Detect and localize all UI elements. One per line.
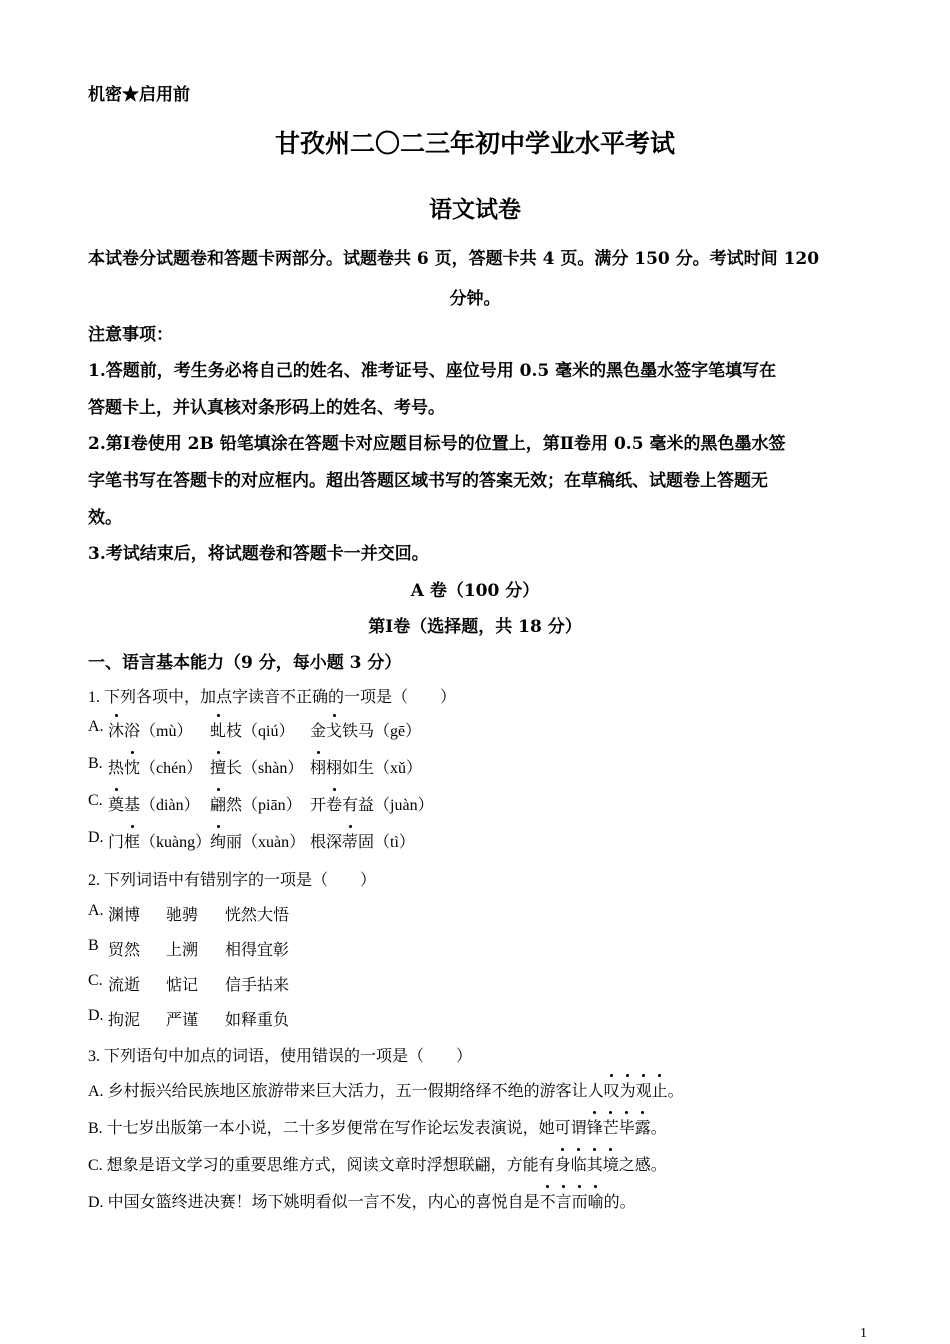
dotted-character: 忱 [124,755,140,778]
question-1-option [88,792,434,814]
option-label: A. [88,1083,108,1100]
option-word: 贸然 [108,942,141,959]
dotted-character: 绚 [210,829,226,852]
page-number: 1 [860,1326,867,1341]
dotted-idiom [540,1194,604,1211]
option-label: D. [88,1194,108,1211]
option-label: C. [88,1157,107,1174]
item-prefix: 根深 [310,834,343,851]
item-suffix: 枝（qiú） [226,723,295,740]
dotted-character: 擅 [210,755,226,778]
question-1-option [88,829,415,851]
option-text-end: 之感。 [618,1157,667,1174]
question-2-option [88,902,290,924]
option-text: 想象是语文学习的重要思维方式，阅读文章时浮想联翩，方能有 [106,1157,555,1174]
option-word: 严谨 [166,1012,199,1029]
option-text-end: 。 [650,1120,667,1137]
option-item [108,718,192,741]
intro-line-2: 分钟。 [449,289,501,309]
option-item [210,755,303,778]
option-word: 信手拈来 [225,977,290,994]
option-text: 十七岁出版第一本小说，二十多岁便常在写作论坛发表演说，她可谓 [106,1120,587,1137]
item-suffix: 固（tì） [358,834,415,851]
dotted-character: 境 [603,1152,619,1175]
item-suffix: 浴（mù） [124,723,193,740]
item-suffix: 铁马（gē） [342,723,422,740]
option-item [108,755,202,778]
question-1-option [88,755,423,777]
dotted-character: 戈 [326,718,342,741]
option-word: 恍然大悟 [225,907,290,924]
option-label: D. [88,1007,104,1024]
exam-title: 甘孜州二〇二三年初中学业水平考试 [274,129,675,158]
dotted-character: 身 [555,1152,571,1175]
dotted-character: 沐 [108,718,124,741]
option-text-end: 的。 [603,1194,636,1211]
dotted-character: 芒 [603,1115,619,1138]
dotted-character: 卷 [326,792,342,815]
question-2-option [88,1007,290,1029]
option-item [310,792,434,815]
question-2-stem: 2. 下列词语中有错别字的一项是（ ） [88,872,377,889]
dotted-character: 其 [587,1152,603,1175]
question-3-option [88,1115,667,1138]
option-text: 乡村振兴给民族地区旅游带来巨大活力，五一假期络绎不绝的游客让人 [107,1083,604,1100]
volume-a-heading: A 卷（100 分） [410,581,540,601]
option-item [310,755,422,778]
item-suffix: 丽（xuàn） [226,834,306,851]
option-label: C. [88,972,103,989]
dotted-character: 翩 [210,792,226,815]
question-2-option [88,937,290,959]
dotted-character: 止 [652,1078,668,1101]
item-prefix: 开 [310,797,327,814]
option-item [310,829,415,852]
option-item [210,829,305,852]
question-3-stem: 3. 下列语句中加点的词语，使用错误的一项是（ ） [88,1048,473,1065]
dotted-character: 露 [635,1115,651,1138]
dotted-character: 栩 [310,755,326,778]
option-word: 相得宜彰 [225,942,290,959]
dotted-character: 奠 [108,792,124,815]
dotted-character: 虬 [210,718,226,741]
question-3-option [88,1189,636,1212]
item-suffix: 长（shàn） [226,760,304,777]
dotted-character: 为 [620,1078,636,1101]
question-1-option [88,718,422,740]
option-label: C. [88,792,103,809]
option-word: 渊博 [108,907,141,924]
dotted-idiom [587,1120,651,1137]
dotted-character: 观 [636,1078,652,1101]
dotted-character: 框 [124,829,140,852]
item-prefix: 热 [108,760,125,777]
option-item [310,718,421,741]
option-word: 流逝 [108,977,141,994]
option-text-end: 。 [667,1083,684,1100]
notes-line: 1.答题前，考生务必将自己的姓名、准考证号、座位号用 0.5 毫米的黑色墨水签字笔填写在 [88,361,777,381]
option-item [210,792,302,815]
notes-line: 2.第Ⅰ卷使用 2B 铅笔填涂在答题卡对应题目标号的位置上，第Ⅱ卷用 0.5 毫米的黑色墨水签 [88,434,786,454]
option-item [210,718,294,741]
dotted-character: 叹 [604,1078,620,1101]
dotted-character: 临 [571,1152,587,1175]
option-label: D. [88,829,104,846]
option-text: 中国女篮终进决赛！场下姚明看似一言不发，内心的喜悦自是 [107,1194,540,1211]
confidential-label: 机密★启用前 [88,85,190,105]
option-item [108,829,211,852]
question-1-stem: 1. 下列各项中，加点字读音不正确的一项是（ ） [88,689,457,706]
notes-line: 字笔书写在答题卡的对应框内。超出答题区域书写的答案无效；在草稿纸、试题卷上答题无 [88,471,768,491]
part-1-heading: 第Ⅰ卷（选择题，共 18 分） [368,617,582,637]
option-label: B [88,937,99,954]
notes-line: 3.考试结束后，将试题卷和答题卡一并交回。 [88,544,429,564]
item-suffix: 然（piān） [226,797,302,814]
section-heading: 一、语言基本能力（9 分，每小题 3 分） [88,653,402,673]
dotted-character: 言 [556,1189,572,1212]
question-3-option [88,1078,684,1101]
intro-line-1: 本试卷分试题卷和答题卡两部分。试题卷共 6 页，答题卡共 4 页。满分 150 分。考试时间 120 [88,249,820,269]
dotted-character: 锋 [587,1115,603,1138]
dotted-character: 蒂 [342,829,358,852]
exam-subtitle: 语文试卷 [429,196,521,223]
option-item [108,792,200,815]
item-prefix: 门 [108,834,125,851]
item-suffix: 栩如生（xǔ） [326,760,423,777]
item-suffix: 基（diàn） [124,797,200,814]
item-suffix: （kuàng） [140,834,212,851]
option-word: 惦记 [166,977,199,994]
option-word: 驰骋 [166,907,199,924]
dotted-character: 而 [572,1189,588,1212]
dotted-idiom [604,1083,668,1100]
question-2-option [88,972,290,994]
notes-line: 效。 [88,508,122,528]
notes-heading: 注意事项： [88,325,173,345]
dotted-character: 毕 [619,1115,635,1138]
notes-line: 答题卡上，并认真核对条形码上的姓名、考号。 [88,398,445,418]
option-word: 拘泥 [108,1012,141,1029]
item-suffix: 有益（juàn） [342,797,434,814]
dotted-character: 喻 [588,1189,604,1212]
option-label: B. [88,755,103,772]
dotted-idiom [555,1157,619,1174]
option-label: B. [88,1120,107,1137]
question-3-option [88,1152,667,1175]
item-suffix: （chén） [140,760,203,777]
option-word: 如释重负 [225,1012,290,1029]
option-label: A. [88,718,104,735]
option-word: 上溯 [166,942,199,959]
dotted-character: 不 [540,1189,556,1212]
option-label: A. [88,902,104,919]
item-prefix: 金 [310,723,327,740]
